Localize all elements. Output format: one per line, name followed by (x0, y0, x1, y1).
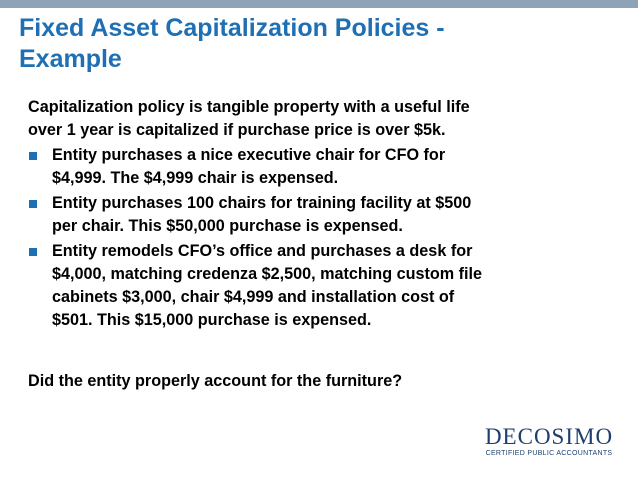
slide-body (28, 96, 618, 332)
bullet-item (28, 144, 618, 190)
square-bullet-icon (29, 152, 37, 160)
decosimo-logo (480, 425, 618, 465)
slide-title: Fixed Asset Capitalization Policies - Example (19, 14, 445, 73)
bullet-item (28, 240, 618, 332)
bullet-list (28, 144, 618, 332)
bullet-text: Entity purchases 100 chairs for training facility at $500 per chair. This $50,000 purchase is expensed. (52, 194, 472, 235)
bullet-text: Entity purchases a nice executive chair for CFO for $4,999. The $4,999 chair is expensed. (52, 146, 446, 187)
square-bullet-icon (29, 248, 37, 256)
logo-name: DECOSIMO (484, 424, 614, 449)
bullet-item (28, 192, 618, 238)
bullet-text: Entity remodels CFO’s office and purchases a desk for $4,000, matching credenza $2,500, matching custom file cabinets $3,000, chair $4,999 and installation cost of $501. This $15,000 purchase is expensed. (52, 242, 483, 329)
top-rule (0, 0, 638, 8)
logo-tagline: CERTIFIED PUBLIC ACCOUNTANTS (485, 450, 613, 457)
square-bullet-icon (29, 200, 37, 208)
intro-text: Capitalization policy is tangible property with a useful life over 1 year is capitalized if purchase price is over $5k. (28, 98, 470, 139)
question-text: Did the entity properly account for the furniture? (28, 372, 403, 390)
